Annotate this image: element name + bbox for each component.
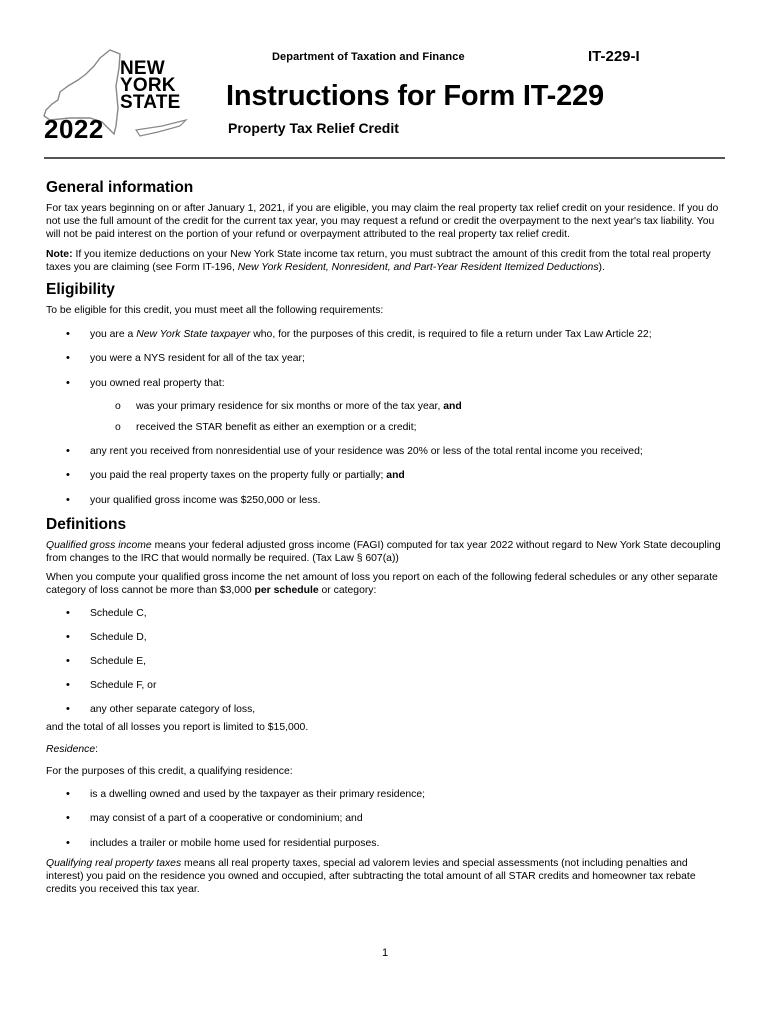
list-item-text: includes a trailer or mobile home used for residential purposes. — [90, 837, 380, 849]
list-item-bold: and — [386, 470, 405, 482]
residence-intro: For the purposes of this credit, a qualifying residence: — [46, 766, 293, 778]
eligibility-heading: Eligibility — [46, 281, 115, 299]
list-item — [46, 445, 728, 458]
logo-line-york: YORK — [120, 75, 176, 96]
residence-list — [46, 788, 728, 850]
sub-list-item — [90, 421, 728, 434]
eligibility-intro: To be eligible for this credit, you must meet all the following requirements: — [46, 305, 384, 317]
note-paragraph — [46, 248, 728, 274]
sub-list-item — [90, 400, 728, 413]
page-subtitle: Property Tax Relief Credit — [228, 120, 399, 136]
schedule-list — [46, 607, 728, 717]
list-item — [46, 469, 728, 482]
list-item — [46, 494, 728, 507]
list-item-text: Schedule D, — [90, 631, 147, 643]
logo-line-state: STATE — [120, 92, 181, 113]
term-qualifying-real-property-taxes: Qualifying real property taxes — [46, 857, 182, 869]
definition-text: When you compute your qualified gross income the net amount of loss you report on each of the following federal schedules or any other separate category of loss cannot be more than $3,000 — [46, 572, 718, 597]
page-number: 1 — [381, 947, 389, 959]
list-item — [46, 655, 728, 668]
term-residence: Residence — [46, 743, 96, 755]
logo-year: 2022 — [44, 114, 104, 144]
list-item-text: Schedule F, or — [90, 680, 157, 692]
term-qualified-gross-income: Qualified gross income — [46, 539, 152, 551]
total-losses-paragraph: and the total of all losses you report is limited to $15,000. — [46, 721, 309, 733]
list-item — [46, 837, 728, 850]
list-item-text: is a dwelling owned and used by the taxpayer as their primary residence; — [90, 789, 425, 801]
list-item-text: your qualified gross income was $250,000 or less. — [90, 494, 321, 506]
list-item-italic: New York State taxpayer — [136, 329, 251, 341]
loss-limit-paragraph — [46, 571, 728, 597]
residence-term — [46, 743, 728, 756]
logo-line-new: NEW — [120, 58, 165, 79]
list-item — [46, 703, 728, 716]
sub-list-item-text: was your primary residence for six months or more of the tax year, — [136, 400, 444, 412]
list-item-text: may consist of a part of a cooperative or condominium; and — [90, 813, 363, 825]
note-text: If you itemize deductions on your New York State income tax return, you must subtract the amount of this credit from the total real property taxes you are claiming (see Form IT-196, — [46, 248, 711, 273]
definition-text: means all real property taxes, special ad valorem levies and special assessments (not including penalties and interest) you paid on the residence you owned and occupied, after subtracting the total amount of all STAR credits and homeowner tax rebate credits you received this tax year. — [46, 857, 696, 896]
list-item-text: Schedule C, — [90, 607, 147, 619]
definitions-section — [46, 515, 728, 897]
definition-text: means your federal adjusted gross income (FAGI) computed for tax year 2022 without regard to New York State decoupling from changes to the IRC that would normally be required. (Tax Law § 607(a)) — [46, 539, 721, 565]
list-item — [46, 328, 728, 341]
term-colon: : — [95, 743, 98, 755]
list-item — [46, 352, 728, 365]
note-label: Note: — [46, 248, 73, 260]
sub-list-item-text: received the STAR benefit as either an exemption or a credit; — [136, 422, 417, 434]
general-information-section — [46, 178, 728, 274]
definition-text: or category: — [318, 585, 377, 597]
logo-text — [120, 60, 180, 111]
list-item-text: any other separate category of loss, — [90, 704, 256, 716]
list-item — [46, 679, 728, 692]
list-item-text: you paid the real property taxes on the property fully or partially; — [90, 470, 387, 482]
list-item-text: you were a NYS resident for all of the tax year; — [90, 353, 305, 365]
department-name: Department of Taxation and Finance — [272, 51, 465, 63]
qualified-gross-income-paragraph — [46, 539, 728, 565]
list-item — [46, 812, 728, 825]
list-item-text: any rent you received from nonresidential use of your residence was 20% or less of the total rental income you received; — [90, 446, 643, 458]
general-information-paragraph: For tax years beginning on or after January 1, 2021, if you are eligible, you may claim the real property tax relief credit on your residence. If you do not use the full amount of the credit for the current tax year, you may request a refund or credit the overpayment to the next year's tax liability. You will not be paid interest on the portion of your refund or overpayment attributed to the real property tax relief credit. — [46, 203, 719, 241]
page-title: Instructions for Form IT-229 — [226, 80, 604, 112]
form-number: IT-229-I — [588, 48, 640, 65]
qualifying-property-taxes-paragraph — [46, 857, 728, 897]
list-item — [46, 631, 728, 644]
note-end: ). — [598, 261, 605, 273]
sub-list-item-bold: and — [443, 400, 462, 412]
nys-logo — [40, 46, 190, 146]
eligibility-list — [46, 328, 728, 507]
list-item-text: who, for the purposes of this credit, is required to file a return under Tax Law Article 22; — [250, 329, 652, 341]
definitions-heading: Definitions — [46, 515, 127, 533]
list-item — [46, 377, 728, 435]
list-item-text: you are a — [90, 329, 137, 341]
header-divider — [44, 157, 725, 159]
list-item-text: you owned real property that: — [90, 377, 225, 389]
list-item — [46, 788, 728, 801]
sub-list — [90, 400, 728, 434]
eligibility-section — [46, 280, 728, 507]
list-item — [46, 607, 728, 620]
general-information-heading: General information — [46, 179, 194, 196]
note-form-title: New York Resident, Nonresident, and Part-Year Resident Itemized Deductions — [237, 261, 599, 273]
definition-bold: per schedule — [254, 585, 319, 597]
list-item-text: Schedule E, — [90, 656, 147, 668]
document-body — [46, 178, 728, 903]
